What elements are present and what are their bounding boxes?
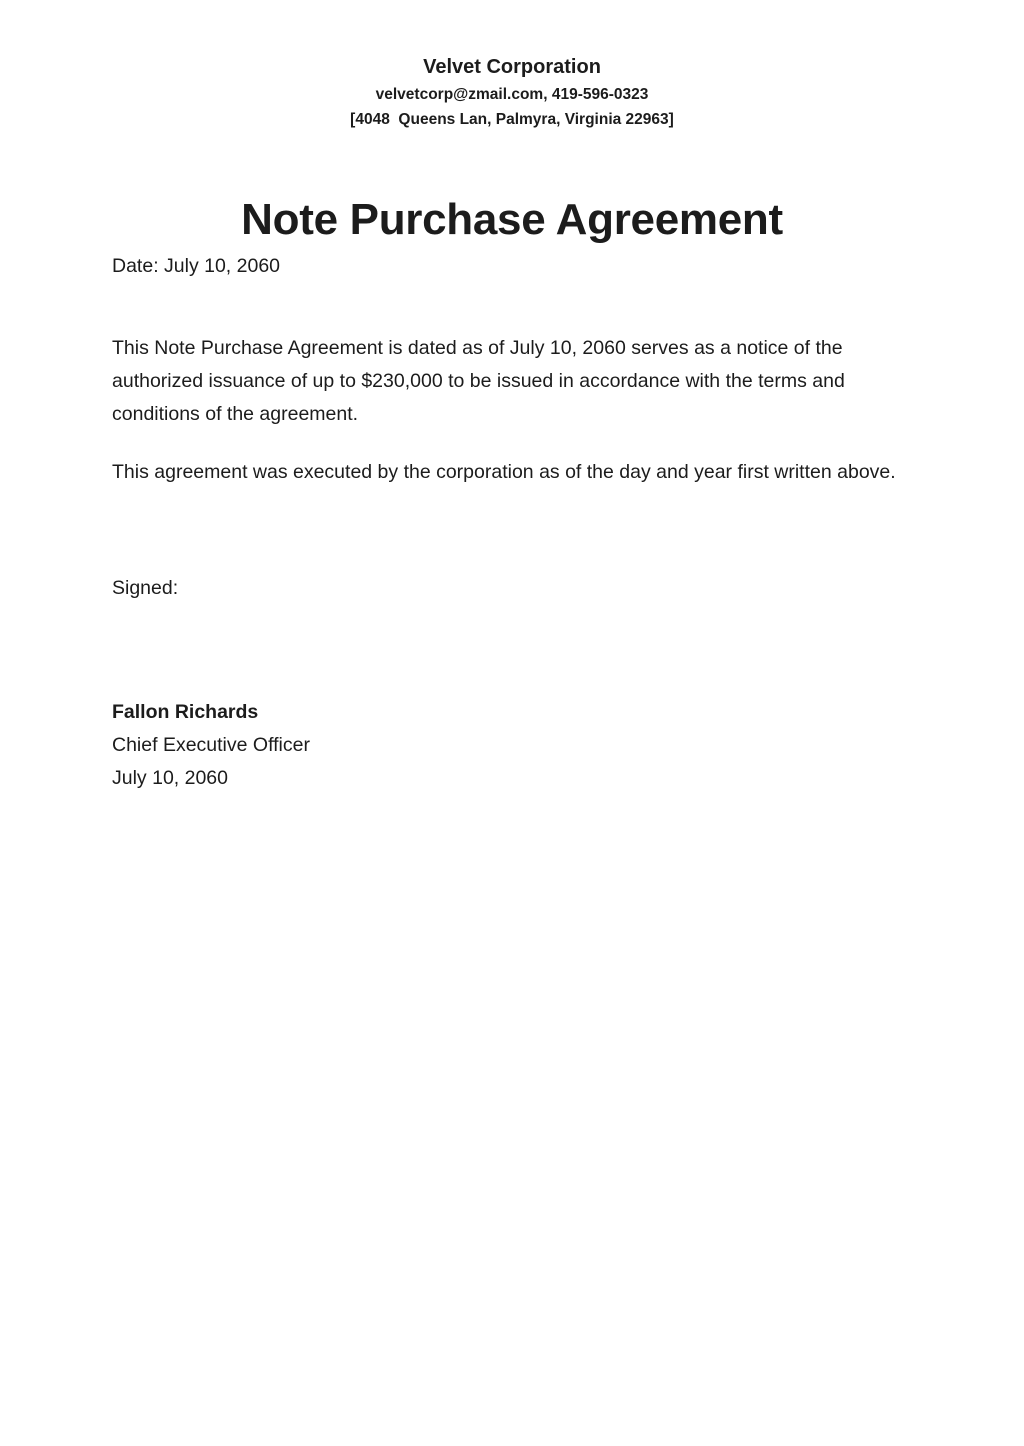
signed-label: Signed: bbox=[112, 577, 179, 599]
paragraph-execution: This agreement was executed by the corporation as of the day and year first written above. bbox=[112, 461, 896, 483]
signer-title: Chief Executive Officer bbox=[112, 734, 310, 756]
signer-name: Fallon Richards bbox=[112, 701, 259, 723]
company-contact: velvetcorp@zmail.com, 419-596-0323 bbox=[375, 86, 649, 103]
date-line: Date: July 10, 2060 bbox=[112, 255, 281, 277]
company-address: [4048 Queens Lan, Palmyra, Virginia 22963] bbox=[350, 111, 674, 128]
paragraph-notice: This Note Purchase Agreement is dated as of July 10, 2060 serves as a notice of the authorized issuance of up to $230,000 to be issued in accordance with the terms and conditions of the agreement. bbox=[112, 337, 845, 425]
document-title: Note Purchase Agreement bbox=[241, 195, 783, 245]
signer-date: July 10, 2060 bbox=[112, 767, 229, 789]
company-name: Velvet Corporation bbox=[423, 56, 601, 78]
